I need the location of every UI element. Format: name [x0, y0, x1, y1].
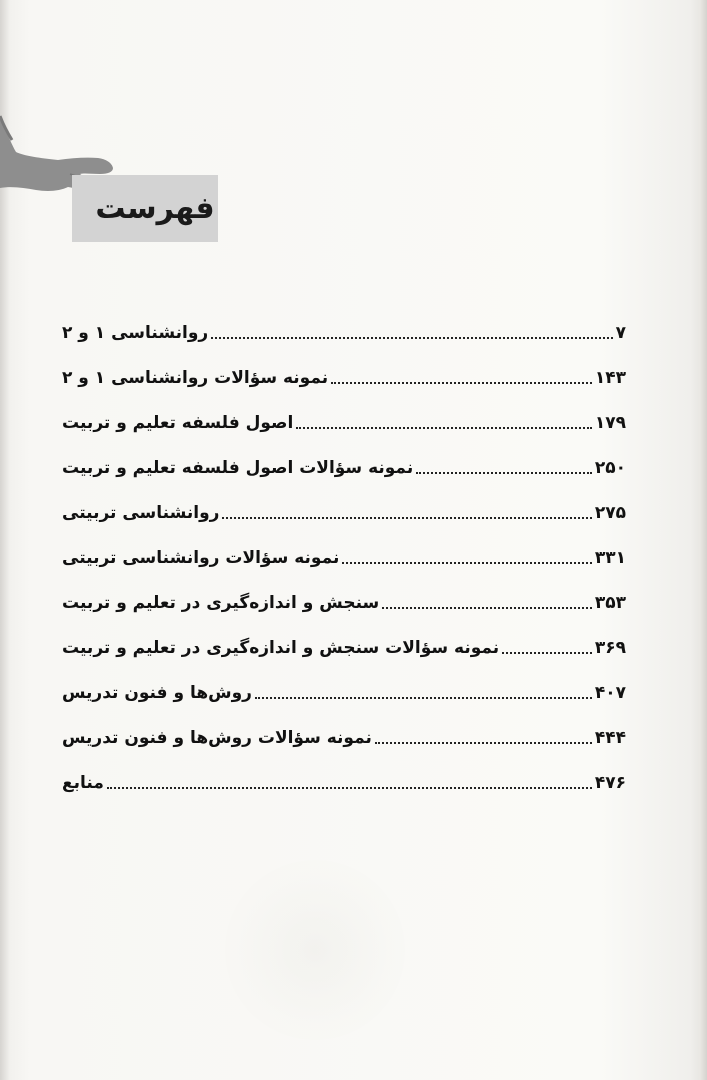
toc-entry [62, 525, 626, 570]
toc-leader-dots [502, 652, 592, 654]
toc-leader-dots [255, 697, 592, 699]
toc-entry-label: نمونه سؤالات روانشناسی ۱ و ۲ [62, 368, 329, 388]
toc-entry-label: نمونه سؤالات اصول فلسفه تعلیم و تربیت [62, 458, 414, 478]
toc-entry-page: ۴۰۷ [594, 683, 626, 703]
toc-leader-dots [211, 337, 612, 339]
toc-entry-page: ۴۷۶ [594, 773, 626, 793]
toc-entry [62, 480, 626, 525]
toc-entry [62, 615, 626, 660]
faint-watermark [225, 860, 405, 1040]
toc-entry-label: نمونه سؤالات روش‌ها و فنون تدریس [62, 728, 372, 748]
toc-entry-page: ۴۴۴ [594, 728, 626, 748]
toc-entry [62, 300, 626, 345]
toc-entry-label: نمونه سؤالات سنجش و اندازه‌گیری در تعلیم و تربیت [62, 638, 500, 658]
toc-leader-dots [375, 742, 592, 744]
toc-entry [62, 570, 626, 615]
toc-leader-dots [296, 427, 592, 429]
toc-list [62, 300, 626, 795]
toc-leader-dots [107, 787, 592, 789]
toc-leader-dots [382, 607, 592, 609]
toc-entry-page: ۲۵۰ [594, 458, 626, 478]
toc-entry [62, 750, 626, 795]
toc-entry-label: روش‌ها و فنون تدریس [62, 683, 252, 703]
toc-entry [62, 390, 626, 435]
toc-entry-page: ۲۷۵ [594, 503, 626, 523]
toc-entry-label: روانشناسی تربیتی [62, 503, 220, 523]
toc-entry-label: اصول فلسفه تعلیم و تربیت [62, 413, 294, 433]
toc-entry-page: ۷ [615, 323, 626, 343]
toc-entry-page: ۱۷۹ [594, 413, 626, 433]
toc-entry-label: سنجش و اندازه‌گیری در تعلیم و تربیت [62, 593, 380, 613]
toc-leader-dots [416, 472, 592, 474]
toc-entry-page: ۱۴۳ [594, 368, 626, 388]
toc-entry-label: منابع [62, 773, 104, 793]
toc-entry-page: ۳۶۹ [594, 638, 626, 658]
toc-title: فهرست [95, 191, 215, 226]
toc-entry-label: روانشناسی ۱ و ۲ [62, 323, 209, 343]
toc-leader-dots [222, 517, 591, 519]
toc-entry [62, 705, 626, 750]
toc-title-box [72, 175, 218, 242]
toc-entry [62, 435, 626, 480]
toc-entry-page: ۳۵۳ [594, 593, 626, 613]
toc-leader-dots [331, 382, 592, 384]
toc-entry [62, 345, 626, 390]
toc-leader-dots [342, 562, 592, 564]
toc-entry-label: نمونه سؤالات روانشناسی تربیتی [62, 548, 340, 568]
page-edge [699, 0, 707, 1080]
toc-entry [62, 660, 626, 705]
toc-entry-page: ۳۳۱ [594, 548, 626, 568]
